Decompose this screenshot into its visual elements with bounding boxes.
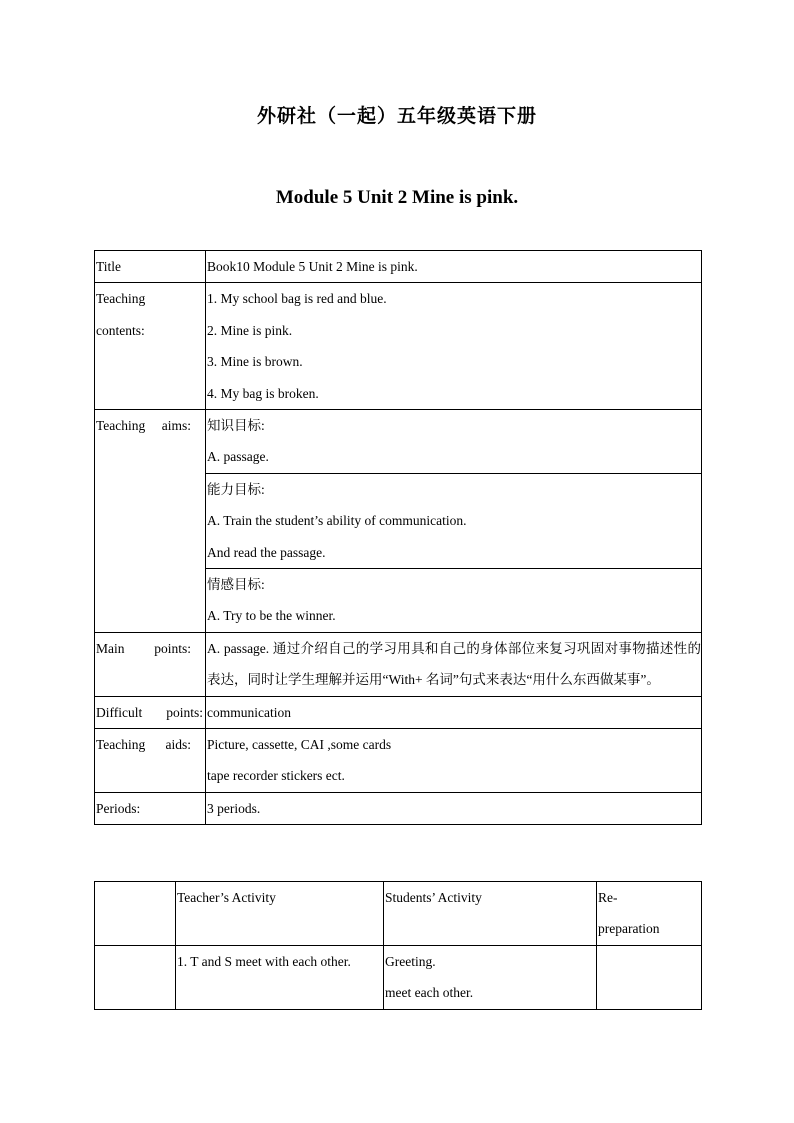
label-title: Title	[95, 251, 206, 283]
list-item: 4. My bag is broken.	[207, 385, 319, 401]
table-row-teaching-aids	[95, 728, 702, 792]
table-row-difficult-points	[95, 696, 702, 728]
list-item: 3. Mine is brown.	[207, 354, 303, 370]
table-row-main-points	[95, 632, 702, 696]
label-main-points: Main points:	[95, 632, 206, 696]
label-teaching-contents: Teaching contents:	[95, 283, 206, 410]
students-activity-cell: Greeting. meet each other.	[384, 945, 597, 1009]
teacher-activity-cell: 1. T and S meet with each other.	[176, 945, 384, 1009]
label-teaching-aims: Teaching aims:	[95, 409, 206, 632]
table-row	[95, 945, 702, 1009]
header-empty-cell	[95, 882, 176, 946]
value-emotion-aim: 情感目标: A. Try to be the winner.	[206, 568, 702, 632]
value-knowledge-aim: 知识目标: A. passage.	[206, 409, 702, 473]
value-difficult-points: communication	[206, 696, 702, 728]
value-ability-aim: 能力目标: A. Train the student’s ability of communication. And read the passage.	[206, 473, 702, 568]
label-difficult-points: Difficult points:	[95, 696, 206, 728]
list-item: 2. Mine is pink.	[207, 322, 293, 338]
list-item: 1. My school bag is red and blue.	[207, 291, 387, 307]
header-students-activity: Students’ Activity	[384, 882, 597, 946]
header-preparation: Re- preparation	[597, 882, 702, 946]
table-row-aims-knowledge	[95, 409, 702, 473]
table-row-header	[95, 882, 702, 946]
value-main-points: A. passage. 通过介绍自己的学习用具和自己的身体部位来复习巩固对事物描述性的表达，同时让学生理解并运用“With+ 名词”句式来表达“用什么东西做某事”。	[206, 632, 702, 696]
table-row-title	[95, 251, 702, 283]
page-title-chinese: 外研社（一起）五年级英语下册	[256, 106, 537, 127]
label-teaching-aids: Teaching aids:	[95, 728, 206, 792]
activity-table	[94, 881, 702, 1010]
page-title-english: Module 5 Unit 2 Mine is pink.	[275, 187, 519, 208]
lesson-info-table	[94, 250, 702, 825]
value-title: Book10 Module 5 Unit 2 Mine is pink.	[206, 251, 702, 283]
header-teacher-activity: Teacher’s Activity	[176, 882, 384, 946]
preparation-cell	[597, 945, 702, 1009]
label-periods: Periods:	[95, 792, 206, 824]
table-row-periods	[95, 792, 702, 824]
row-empty-cell	[95, 945, 176, 1009]
table-row-contents	[95, 283, 702, 410]
value-teaching-contents	[206, 283, 702, 410]
value-periods: 3 periods.	[206, 792, 702, 824]
value-teaching-aids: Picture, cassette, CAI ,some cards tape recorder stickers ect.	[206, 728, 702, 792]
